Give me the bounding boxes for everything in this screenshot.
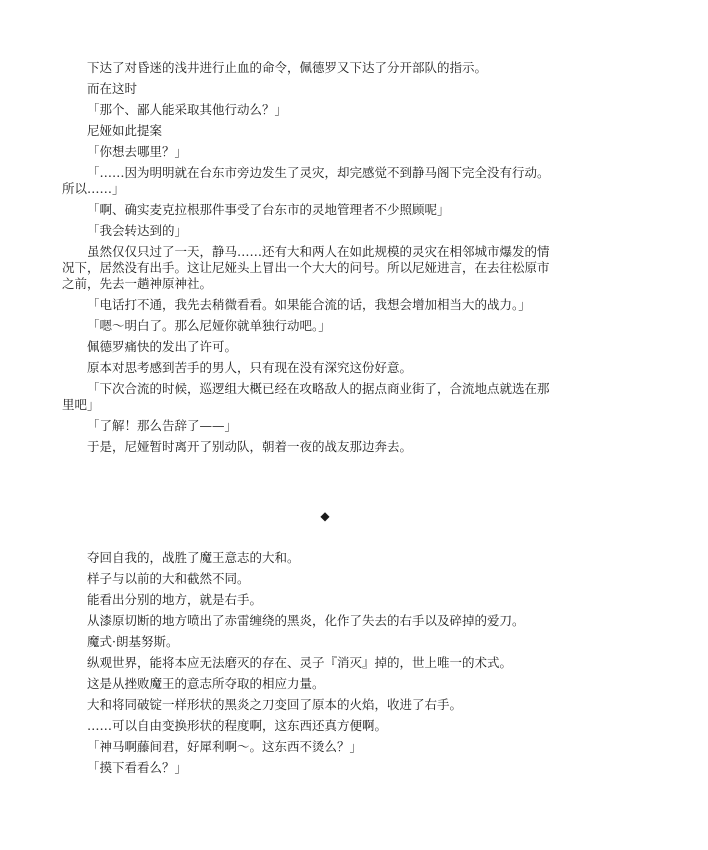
paragraph: 纵观世界，能将本应无法磨灭的存在、灵子『消灭』掉的，世上唯一的术式。 [87, 655, 513, 670]
text-section-1 [62, 60, 550, 460]
paragraph: 从漆原切断的地方喷出了赤雷缠绕的黑炎，化作了失去的右手以及碎掉的爱刀。 [87, 613, 525, 628]
paragraph: 样子与以前的大和截然不同。 [87, 571, 250, 586]
paragraph: 「下次合流的时候，巡逻组大概已经在攻略敌人的据点商业街了，合流地点就选在那里吧」 [62, 381, 550, 412]
paragraph: 而在这时 [87, 81, 138, 96]
paragraph: 「我会转达到的」 [87, 223, 188, 238]
paragraph: 「电话打不通，我先去稍微看看。如果能合流的话，我想会增加相当大的战力。」 [87, 297, 531, 312]
paragraph: 「摸下看看么？」 [87, 760, 188, 775]
paragraph: 这是从挫败魔王的意志所夺取的相应力量。 [87, 676, 325, 691]
paragraph: 尼娅如此提案 [87, 123, 163, 138]
paragraph: 于是，尼娅暂时离开了别动队，朝着一夜的战友那边奔去。 [87, 439, 413, 454]
paragraph: 「你想去哪里？」 [87, 144, 188, 159]
paragraph: 「了解！那么告辞了——」 [87, 418, 238, 433]
paragraph: ……可以自由变换形状的程度啊，这东西还真方便啊。 [87, 718, 388, 733]
paragraph: 虽然仅仅只过了一天，静马……还有大和两人在如此规模的灵灾在相邻城市爆发的情况下，居然没有出手。这让尼娅头上冒出一个大大的问号。所以尼娅进言，在去往松原市之前，先去一趟神原神社。 [62, 244, 550, 291]
paragraph: 「嗯～明白了。那么尼娅你就单独行动吧。」 [87, 318, 331, 333]
paragraph: 「那个、鄙人能采取其他行动么？」 [87, 102, 288, 117]
paragraph: 夺回自我的，战胜了魔王意志的大和。 [87, 550, 300, 565]
paragraph: 下达了对昏迷的浅井进行止血的命令，佩德罗又下达了分开部队的指示。 [87, 60, 488, 75]
paragraph: 「神马啊藤间君，好犀利啊～。这东西不烫么？」 [87, 739, 363, 754]
section-divider-diamond: ◆ [320, 509, 330, 523]
paragraph: 「啊、确实麦克拉根那件事受了台东市的灵地管理者不少照顾呢」 [87, 202, 450, 217]
paragraph: 能看出分别的地方，就是右手。 [87, 592, 263, 607]
text-section-2 [62, 550, 550, 781]
paragraph: 原本对思考感到苦手的男人，只有现在没有深究这份好意。 [87, 360, 413, 375]
paragraph: 魔式·朗基努斯。 [87, 634, 179, 649]
paragraph: 大和将同破锭一样形状的黑炎之刀变回了原本的火焰，收进了右手。 [87, 697, 463, 712]
paragraph: 佩德罗痛快的发出了许可。 [87, 339, 238, 354]
paragraph: 「……因为明明就在台东市旁边发生了灵灾，却完感觉不到静马阁下完全没有行动。所以……」 [62, 165, 550, 196]
